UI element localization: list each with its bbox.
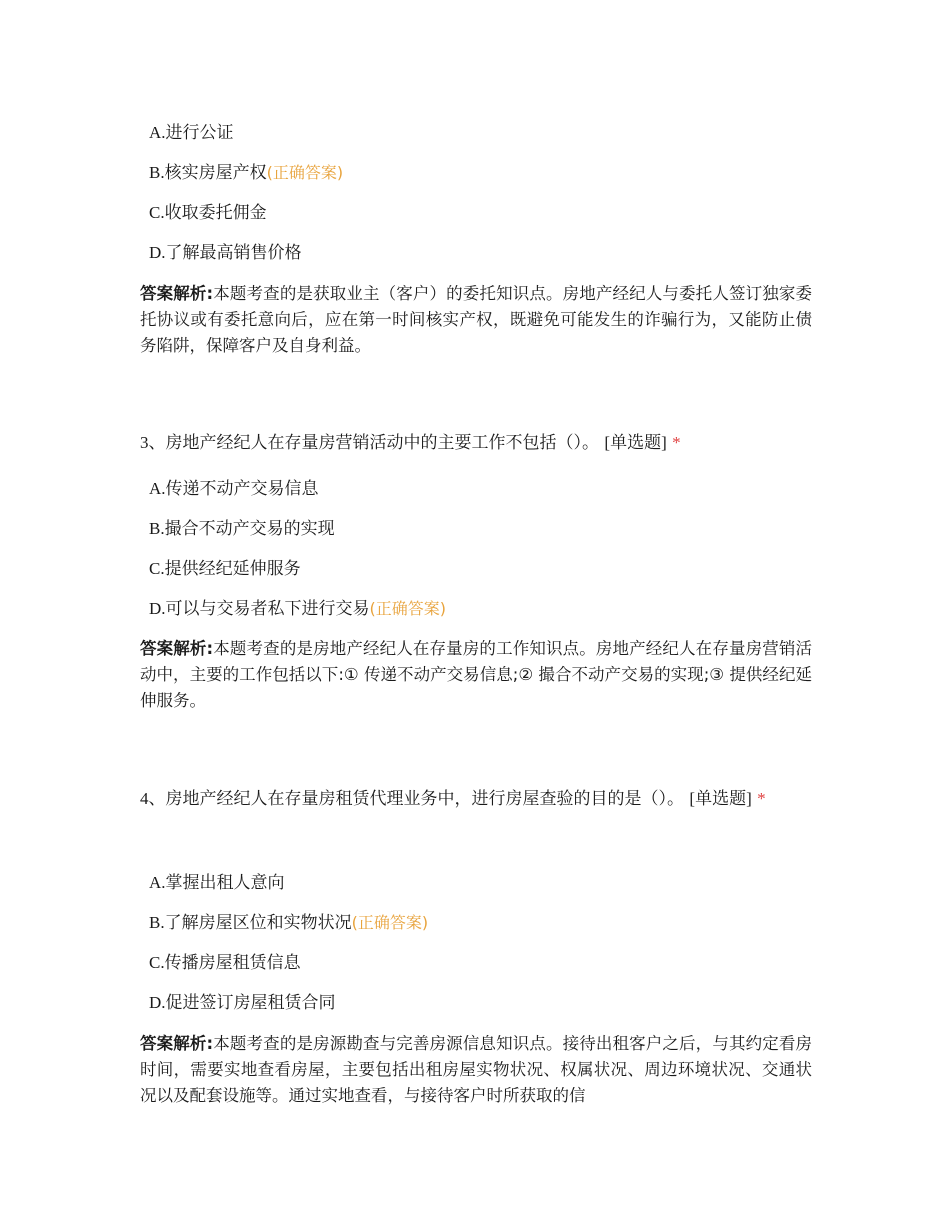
q3-analysis: 答案解析:本题考查的是房地产经纪人在存量房的工作知识点。房地产经纪人在存量房营销活动中，主要的工作包括以下:① 传递不动产交易信息;② 撮合不动产交易的实现;③ 提供经纪延伸服务。 — [140, 639, 812, 710]
q2-option-b: B.核实房屋产权(正确答案) — [149, 163, 344, 183]
correct-answer-mark: (正确答案) — [369, 599, 447, 618]
q2-analysis: 答案解析:本题考查的是获取业主（客户）的委托知识点。房地产经纪人与委托人签订独家委托协议或有委托意向后，应在第一时间核实产权，既避免可能发生的诈骗行为，又能防止债务陷阱，保障客户及自身利益。 — [140, 284, 812, 355]
analysis-label: 答案解析: — [140, 639, 214, 658]
q3-option-c: C.提供经纪延伸服务 — [149, 559, 301, 579]
q2-option-a: A.进行公证 — [149, 123, 234, 143]
q4-question: 4、房地产经纪人在存量房租赁代理业务中，进行房屋查验的目的是（）。 [单选题] * — [140, 789, 766, 809]
analysis-label: 答案解析: — [140, 1034, 214, 1053]
analysis-label: 答案解析: — [140, 284, 214, 303]
required-mark: * — [757, 789, 766, 808]
correct-answer-mark: (正确答案) — [266, 163, 344, 182]
question-type: [单选题] — [604, 433, 667, 452]
q2-option-d: D.了解最高销售价格 — [149, 243, 302, 263]
q3-option-d: D.可以与交易者私下进行交易(正确答案) — [149, 599, 447, 619]
required-mark: * — [672, 433, 681, 452]
q3-option-b: B.撮合不动产交易的实现 — [149, 519, 335, 539]
q3-question: 3、房地产经纪人在存量房营销活动中的主要工作不包括（）。 [单选题] * — [140, 433, 681, 453]
q2-option-c: C.收取委托佣金 — [149, 203, 267, 223]
q4-option-b: B.了解房屋区位和实物状况(正确答案) — [149, 913, 429, 933]
q4-option-a: A.掌握出租人意向 — [149, 873, 285, 893]
correct-answer-mark: (正确答案) — [351, 913, 429, 932]
q4-option-d: D.促进签订房屋租赁合同 — [149, 993, 336, 1013]
question-type: [单选题] — [689, 789, 752, 808]
q4-analysis: 答案解析:本题考查的是房源勘查与完善房源信息知识点。接待出租客户之后，与其约定看房时间，需要实地查看房屋，主要包括出租房屋实物状况、权属状况、周边环境状况、交通状况以及配套设施等。通过实地查看，与接待客户时所获取的信 — [140, 1034, 812, 1105]
q4-option-c: C.传播房屋租赁信息 — [149, 953, 301, 973]
q3-option-a: A.传递不动产交易信息 — [149, 479, 319, 499]
